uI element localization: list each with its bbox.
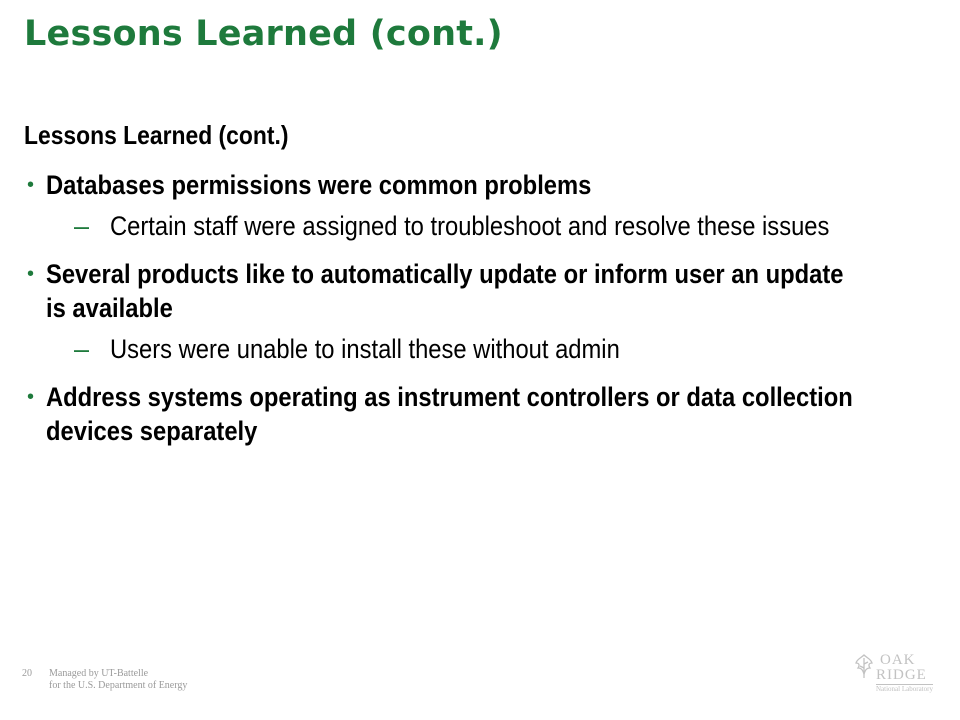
sub-bullet-item [46,210,904,242]
content-subtitle: Lessons Learned (cont.) [24,120,289,150]
logo-line-3: National Laboratory [876,685,933,693]
bullet-text: Several products like to automatically update or inform user an update is available [46,259,844,323]
sub-bullet-text: Certain staff were assigned to troubleshoot and resolve these issues [110,211,830,241]
sub-bullet-marker: – [74,211,90,241]
slide-content [24,118,904,463]
sub-bullet-item [46,333,904,365]
sub-bullet-text: Users were unable to install these without admin [110,334,620,364]
bullet-item [24,168,904,242]
bullet-item [24,257,904,365]
page-number: 20 [22,668,32,679]
bullet-marker: • [27,174,35,196]
bullet-marker: • [27,263,35,285]
bullet-item [24,380,904,448]
bullet-marker: • [27,386,35,408]
slide-title: Lessons Learned (cont.) [24,14,503,54]
logo-line-2: RIDGE [876,667,927,683]
managed-line-1: Managed by UT-Battelle [49,668,149,679]
leaf-icon [852,652,876,680]
bullet-text: Address systems operating as instrument controllers or data collection devices separately [46,382,853,446]
bullet-list [24,168,904,448]
ornl-logo [852,650,942,695]
logo-line-1: OAK [880,652,916,668]
sub-bullet-marker: – [74,334,90,364]
managed-line-2: for the U.S. Department of Energy [49,680,188,691]
managed-by-text [49,668,187,692]
bullet-text: Databases permissions were common problems [46,170,592,200]
